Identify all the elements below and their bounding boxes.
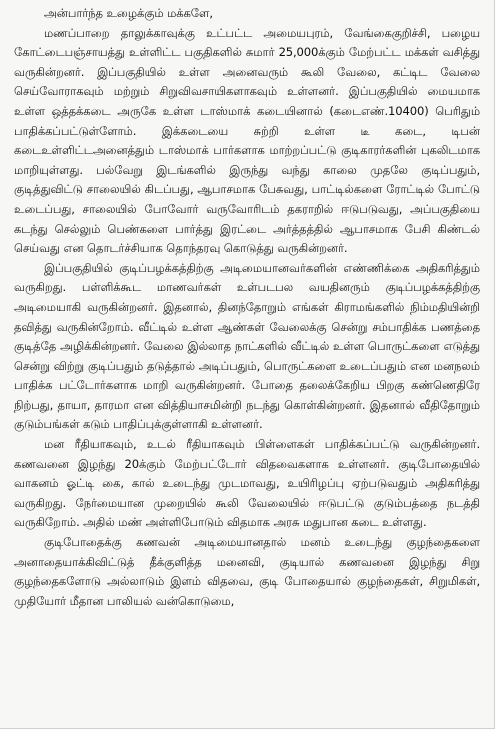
paragraph-1: மணப்பாறை தாலுக்காவுக்கு உட்பட்ட அமையபுரம், வேங்கைகுறிச்சி, பழைய கோட்டைபஞ்சாயத்து உள்ளிட்ட பகுதிகளில் சுமார் 25,000க்கும் மேற்பட்ட மக்கள் வசித்து வருகின்றனர். இப்பகுதியில் உள்ள அனைவரும் கூலி வேலை, கட்டிட வேலை செய்வோராகவும் மற்றும் சிறுவிவசாயிகளாகவும் உள்ளனர். இப்பகுதியில் மையமாக உள்ள ஒத்தக்கடை அருகே உள்ள டாஸ்மாக் கடையினால் (கடைஎண்.10400) பெரிதும் பாதிக்கப்பட்டுள்ளோம். இக்கடையை சுற்றி உள்ள டீ கடை, டிபன் கடைஉள்ளிட்டஅனைத்தும் டாஸ்மாக் பார்களாக மாற்றப்பட்டு குடிகாரர்களின் புகலிடமாக மாறியுள்ளது. பல்வேறு இடங்களில் இருந்து வந்து காலை முதலே குடிப்பதும், குடித்துவிட்டு சாலையில் கிடப்பது, ஆபாசமாக பேசுவது, பாட்டில்களை ரோட்டில் போட்டு உடைப்பது, சாலையில் போவோர் வருவோரிடம் தகராறில் ஈடுபடுவது, அப்பகுதியை கடந்து செல்லும் பெண்களை பார்த்து இரட்டை அர்த்தத்தில் ஆபாசமாக பேசி கிண்டல் செய்வது என தொடர்ச்சியாக தொந்தரவு கொடுத்து வருகின்றனர். [14,25,480,256]
paragraph-2: இப்பகுதியில் குடிப்பழக்கத்திற்கு அடிமையானவர்களின் எண்ணிக்கை அதிகரித்தும் வருகிறது. பள்ளிக்கூட மாணவர்கள் உள்படபல வயதினரும் குடிப்பழக்கத்திற்கு அடிமையாகி வருகின்றனர். இதனால், தினந்தோறும் எங்கள் கிராமங்களில் நிம்மதியின்றி தவித்து வருகின்றோம். வீட்டில் உள்ள ஆண்கள் வேலைக்கு சென்று சம்பாதிக்க பணத்தை குடித்தே அழிக்கின்றனர். வேலை இல்லாத நாட்களில் வீட்டில் உள்ள பொருட்களை எடுத்து சென்று விற்று குடிப்பதும் தடுத்தால் அடிப்பதும், பொருட்களை உடைப்பதும் என மனநலம் பாதிக்க பட்டோர்களாக மாறி வருகின்றனர். போதை தலைக்கேறிய பிறகு கண்ணெதிரே நிற்பது, தாயா, தாரமா என வித்தியாசமின்றி நடந்து கொள்கின்றனர். இதனால் வீதிதோறும் குடும்பங்கள் கடும் பாதிப்புக்குள்ளாகி உள்ளனர். [14,260,480,432]
greeting-line: அன்பார்ந்த உழைக்கும் மக்களே, [44,6,213,20]
paragraph-4: குடிபோதைக்கு கணவன் அடிமையானதால் மனம் உடைந்து குழந்தைகளை அனாதையாக்கிவிட்டுத் தீக்குளித்த மனைவி, குடியால் கணவனை இழந்து சிறு குழந்தைகளோடு அல்லாடும் இளம் விதவை, குடி போதையால் குழந்தைகள், சிறுமிகள், முதியோர் மீதான பாலியல் வன்கொடுமை, [14,535,480,608]
paragraph-3: மன ரீதியாகவும், உடல் ரீதியாகவும் பிள்ளைகள் பாதிக்கப்பட்டு வருகின்றனர். கணவனை இழந்து 20க்கும் மேற்பட்டோர் விதவைகளாக உள்ளனர். குடிபோதையில் வாகனம் ஓட்டி கை, கால் உடைந்து முடமாவது, உயிரிழப்பு ஏற்படுவதும் அதிகரித்து வருகிறது. நேர்மையான முறையில் கூலி வேலையில் ஈடுபட்டு குடும்பத்தை நடத்தி வருகிறோம். அதில் மண் அள்ளிபோடும் விதமாக அரசு மதுபான கடை உள்ளது. [14,437,480,530]
document-body [14,4,480,611]
